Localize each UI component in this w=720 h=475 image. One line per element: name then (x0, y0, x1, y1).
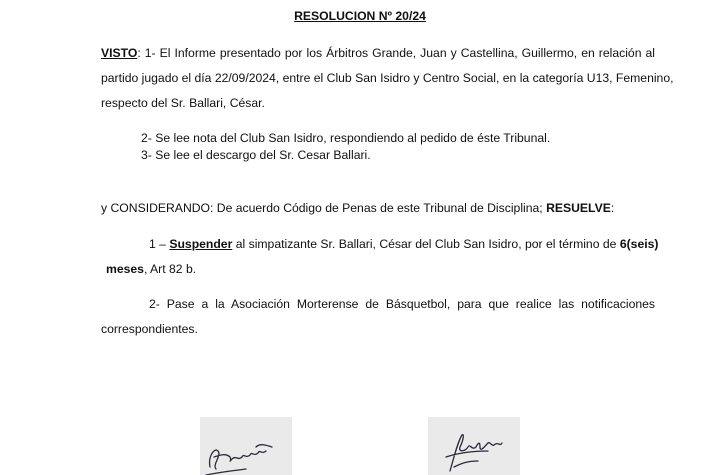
visto-line-2: partido jugado el día 22/09/2024, entre el Club San Isidro y Centro Social, en la categoría U13, Femenino, (101, 71, 674, 85)
signature-left (200, 417, 292, 475)
resolution-1-line-2 (106, 262, 196, 276)
considerando-text: y CONSIDERANDO: De acuerdo Código de Penas de este Tribunal de Disciplina; (101, 201, 547, 215)
visto-line-1 (101, 46, 655, 60)
resolution-1-line-1 (149, 237, 659, 251)
document-title: RESOLUCION Nº 20/24 (294, 9, 426, 23)
resolution-1-prefix: 1 – (149, 237, 170, 251)
item-3: 3- Se lee el descargo del Sr. Cesar Ballari. (141, 148, 371, 162)
signature-right (428, 417, 520, 475)
resolution-1-term-cont: meses (106, 262, 144, 276)
resolution-1-tail: , Art 82 b. (143, 262, 197, 276)
resolution-2-line-2: correspondientes. (101, 322, 198, 336)
resuelve-label: RESUELVE (546, 201, 611, 215)
resolution-2-line-1: 2- Pase a la Asociación Morterense de Básquetbol, para que realice las notificaciones (149, 297, 655, 311)
visto-line-3: respecto del Sr. Ballari, César. (101, 96, 265, 110)
signature-left-image (200, 417, 292, 475)
visto-line-1-text: : 1- El Informe presentado por los Árbitros Grande, Juan y Castellina, Guillermo, en relación al (137, 46, 655, 60)
item-2: 2- Se lee nota del Club San Isidro, respondiendo al pedido de éste Tribunal. (141, 131, 551, 145)
considerando-colon: : (610, 201, 615, 215)
signature-right-image (428, 417, 520, 475)
resolution-1-term: 6(seis) (619, 237, 659, 251)
resolution-1-text: al simpatizante Sr. Ballari, César del Club San Isidro, por el término de (232, 237, 620, 251)
visto-label: VISTO (101, 46, 138, 60)
considerando-line (101, 201, 614, 215)
resolution-1-action: Suspender (169, 237, 233, 251)
